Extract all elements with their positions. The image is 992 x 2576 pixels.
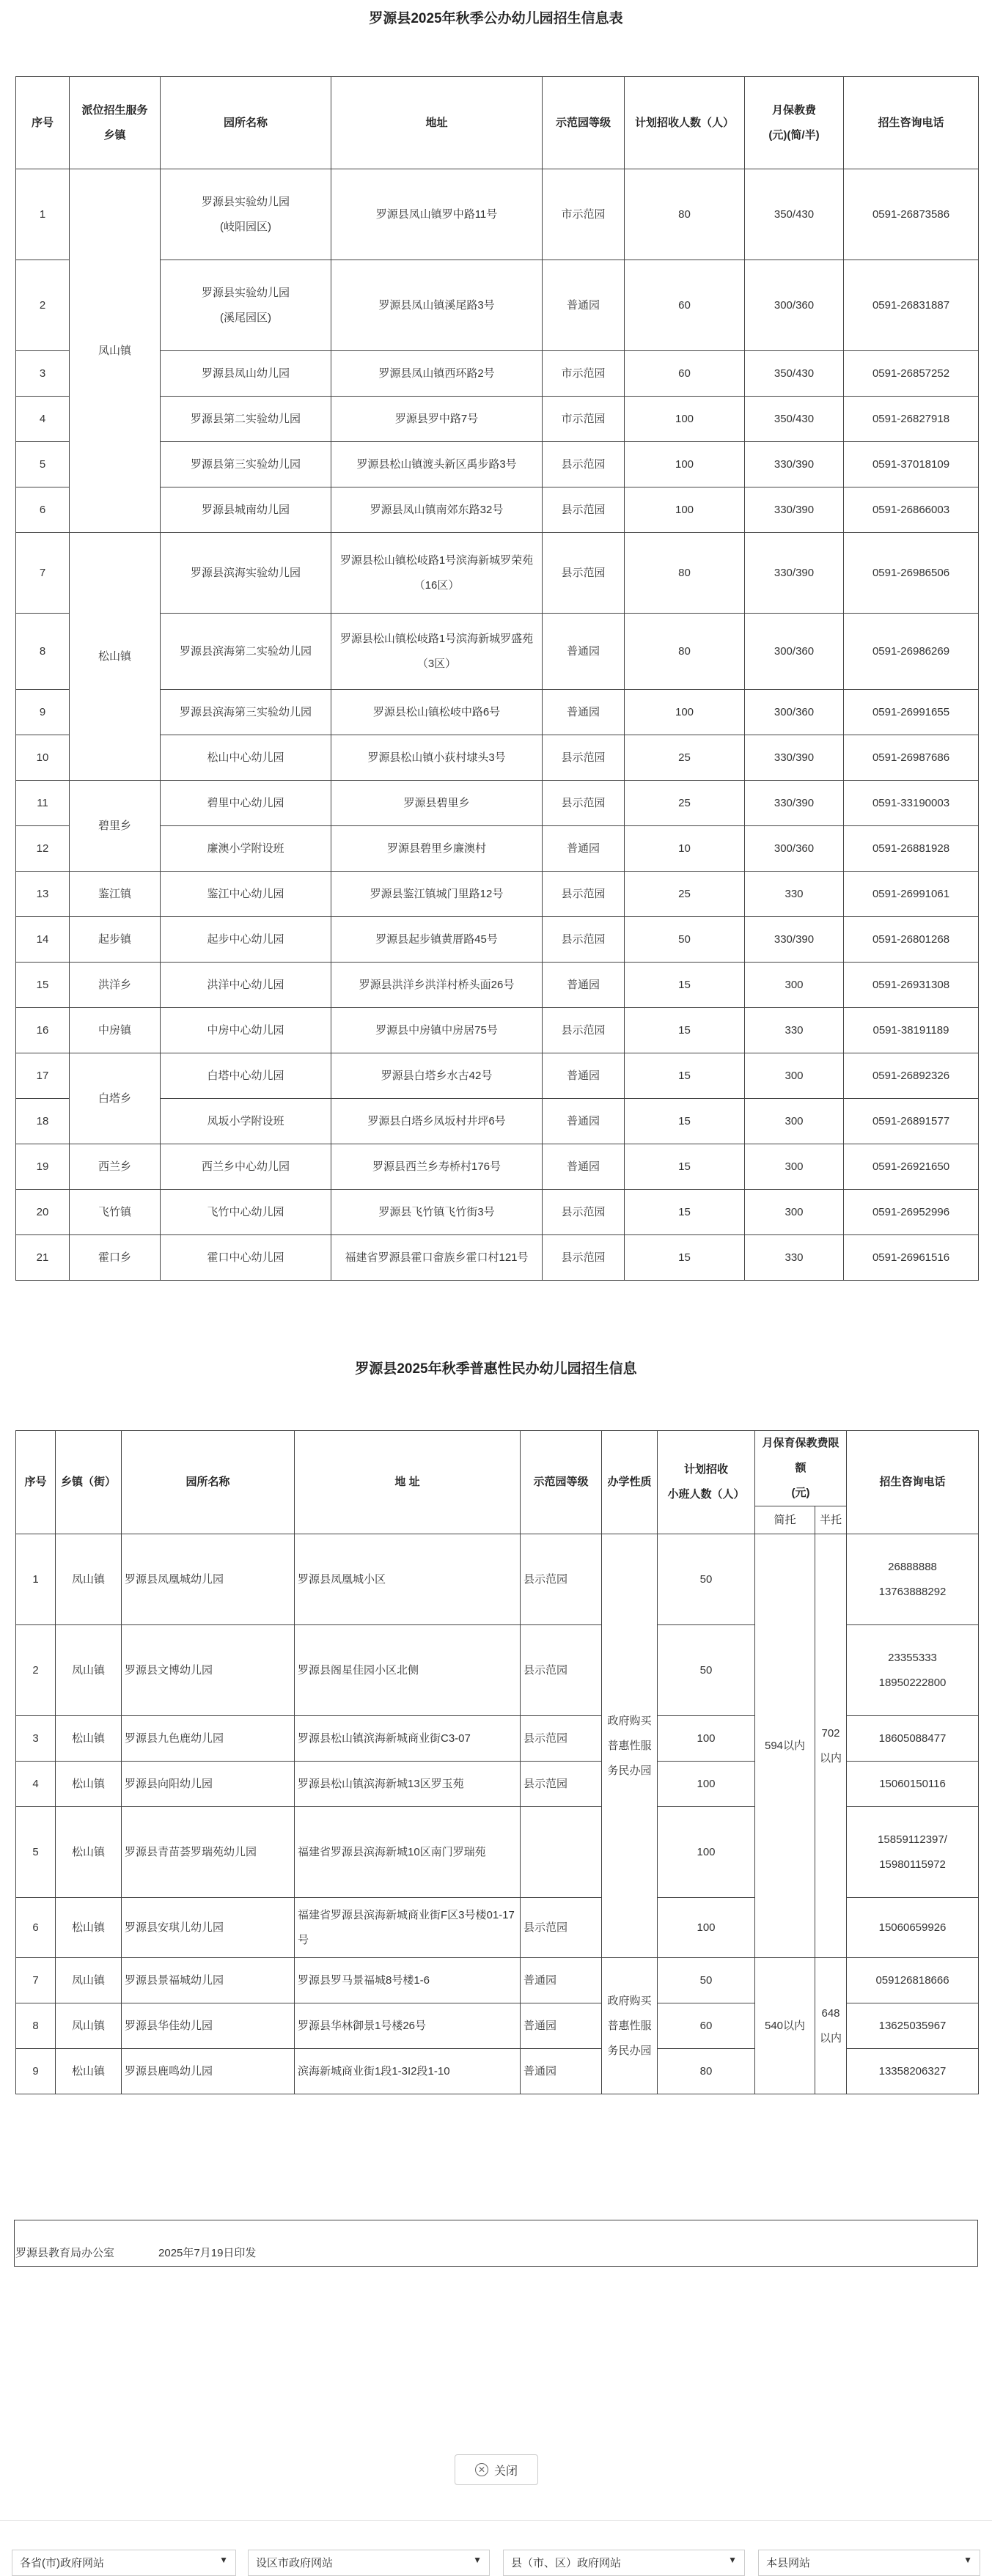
fee-cell: 300/360	[745, 826, 844, 872]
table-row	[16, 533, 979, 614]
chevron-down-icon: ▼	[728, 2555, 737, 2565]
fee-cell: 330	[745, 1235, 844, 1281]
chevron-down-icon: ▼	[473, 2555, 482, 2565]
area-cell: 凤山镇	[70, 169, 161, 533]
select-label: 各省(市)政府网站	[20, 2557, 104, 2569]
seq-cell: 5	[16, 1807, 56, 1898]
name-cell: 中房中心幼儿园	[161, 1008, 331, 1053]
address-cell: 福建省罗源县滨海新城商业街F区3号楼01-17号	[295, 1898, 521, 1958]
name-cell: 罗源县鹿鸣幼儿园	[122, 2049, 295, 2094]
plan-cell: 80	[658, 2049, 755, 2094]
name-cell: 鉴江中心幼儿园	[161, 872, 331, 917]
level-cell: 县示范园	[521, 1716, 602, 1762]
fee-cell: 330/390	[745, 917, 844, 963]
level-cell: 市示范园	[543, 351, 625, 397]
phone-cell: 26888888 13763888292	[847, 1534, 979, 1625]
public-kindergarten-table	[15, 76, 979, 1281]
name-cell: 罗源县景福城幼儿园	[122, 1958, 295, 2003]
phone-cell: 0591-26831887	[844, 260, 979, 351]
town-cell: 松山镇	[56, 2049, 122, 2094]
area-cell: 起步镇	[70, 917, 161, 963]
site-links-bar	[0, 2544, 992, 2569]
table-row	[16, 963, 979, 1008]
phone-cell: 15060150116	[847, 1762, 979, 1807]
header-plan: 计划招收 小班人数（人）	[658, 1431, 755, 1534]
header-plan: 计划招收人数（人）	[625, 77, 745, 169]
phone-cell: 0591-38191189	[844, 1008, 979, 1053]
private-kindergarten-table	[15, 1430, 979, 2094]
plan-cell: 25	[625, 781, 745, 826]
plan-cell: 15	[625, 1008, 745, 1053]
level-cell: 普通园	[543, 963, 625, 1008]
seq-cell: 16	[16, 1008, 70, 1053]
seq-cell: 13	[16, 872, 70, 917]
level-cell: 县示范园	[521, 1898, 602, 1958]
name-cell: 凤坂小学附设班	[161, 1099, 331, 1144]
fee-cell: 330/390	[745, 487, 844, 533]
fee-full-cell: 540以内	[755, 1958, 815, 2094]
header-nature: 办学性质	[602, 1431, 658, 1534]
name-cell: 罗源县滨海实验幼儿园	[161, 533, 331, 614]
name-cell: 罗源县向阳幼儿园	[122, 1762, 295, 1807]
select-label: 设区市政府网站	[256, 2557, 334, 2569]
footer-text	[15, 2245, 300, 2260]
address-cell: 福建省罗源县霍口畲族乡霍口村121号	[331, 1235, 543, 1281]
area-cell: 飞竹镇	[70, 1190, 161, 1235]
fee-cell: 300/360	[745, 614, 844, 690]
table-row	[16, 1144, 979, 1190]
plan-cell: 60	[658, 2003, 755, 2049]
level-cell: 普通园	[543, 1099, 625, 1144]
header-seq: 序号	[16, 77, 70, 169]
town-cell: 松山镇	[56, 1898, 122, 1958]
name-cell: 廉澳小学附设班	[161, 826, 331, 872]
table-row	[16, 442, 979, 487]
table-row	[16, 1534, 979, 1625]
plan-cell: 100	[625, 690, 745, 735]
address-cell: 罗源县松山镇小荻村埭头3号	[331, 735, 543, 781]
seq-cell: 12	[16, 826, 70, 872]
table-row	[16, 614, 979, 690]
name-cell: 起步中心幼儿园	[161, 917, 331, 963]
address-cell: 罗源县白塔乡水古42号	[331, 1053, 543, 1099]
fee-cell: 330/390	[745, 735, 844, 781]
seq-cell: 8	[16, 2003, 56, 2049]
address-cell: 罗源县松山镇松岐中路6号	[331, 690, 543, 735]
seq-cell: 14	[16, 917, 70, 963]
header-fee-half: 半托	[815, 1506, 847, 1534]
header-name: 园所名称	[161, 77, 331, 169]
header-level: 示范园等级	[543, 77, 625, 169]
name-cell: 罗源县九色鹿幼儿园	[122, 1716, 295, 1762]
address-cell: 罗源县松山镇滨海新城13区罗玉苑	[295, 1762, 521, 1807]
level-cell: 县示范园	[543, 442, 625, 487]
table-row	[16, 1190, 979, 1235]
level-cell: 县示范园	[543, 487, 625, 533]
seq-cell: 5	[16, 442, 70, 487]
phone-cell: 0591-26891577	[844, 1099, 979, 1144]
plan-cell: 100	[658, 1807, 755, 1898]
seq-cell: 2	[16, 1625, 56, 1716]
plan-cell: 25	[625, 872, 745, 917]
seq-cell: 4	[16, 1762, 56, 1807]
address-cell: 罗源县松山镇松岐路1号滨海新城罗荣苑（16区）	[331, 533, 543, 614]
name-cell: 碧里中心幼儿园	[161, 781, 331, 826]
name-cell: 罗源县实验幼儿园 (溪尾园区)	[161, 260, 331, 351]
address-cell: 罗源县中房镇中房居75号	[331, 1008, 543, 1053]
plan-cell: 80	[625, 169, 745, 260]
divider	[0, 2520, 992, 2521]
plan-cell: 15	[625, 1144, 745, 1190]
table-row	[16, 487, 979, 533]
seq-cell: 11	[16, 781, 70, 826]
plan-cell: 100	[625, 397, 745, 442]
seq-cell: 3	[16, 1716, 56, 1762]
level-cell: 普通园	[543, 1144, 625, 1190]
level-cell: 普通园	[543, 1053, 625, 1099]
seq-cell: 3	[16, 351, 70, 397]
close-button[interactable]	[455, 2454, 538, 2485]
header-phone: 招生咨询电话	[844, 77, 979, 169]
town-cell: 凤山镇	[56, 1958, 122, 2003]
nature-cell: 政府购买 普惠性服 务民办园	[602, 1958, 658, 2094]
seq-cell: 15	[16, 963, 70, 1008]
table-row	[16, 872, 979, 917]
name-cell: 罗源县华佳幼儿园	[122, 2003, 295, 2049]
address-cell: 罗源县松山镇松岐路1号滨海新城罗盛苑（3区）	[331, 614, 543, 690]
address-cell: 罗源县凤山镇溪尾路3号	[331, 260, 543, 351]
phone-cell: 059126818666	[847, 1958, 979, 2003]
level-cell: 县示范园	[543, 533, 625, 614]
name-cell: 罗源县安琪儿幼儿园	[122, 1898, 295, 1958]
address-cell: 罗源县起步镇黄厝路45号	[331, 917, 543, 963]
address-cell: 福建省罗源县滨海新城10区南门罗瑞苑	[295, 1807, 521, 1898]
plan-cell: 15	[625, 1099, 745, 1144]
seq-cell: 20	[16, 1190, 70, 1235]
address-cell: 滨海新城商业街1段1-3I2段1-10	[295, 2049, 521, 2094]
table-row	[16, 735, 979, 781]
seq-cell: 9	[16, 690, 70, 735]
seq-cell: 21	[16, 1235, 70, 1281]
seq-cell: 10	[16, 735, 70, 781]
phone-cell: 13358206327	[847, 2049, 979, 2094]
area-cell: 碧里乡	[70, 781, 161, 872]
nature-cell: 政府购买 普惠性服 务民办园	[602, 1534, 658, 1958]
select-label: 县（市、区）政府网站	[511, 2557, 622, 2569]
town-cell: 松山镇	[56, 1807, 122, 1898]
table-row	[16, 1053, 979, 1099]
address-cell: 罗源县凤凰城小区	[295, 1534, 521, 1625]
table-row	[16, 781, 979, 826]
town-cell: 凤山镇	[56, 2003, 122, 2049]
header-name: 园所名称	[122, 1431, 295, 1534]
plan-cell: 100	[625, 487, 745, 533]
header-area: 派位招生服务 乡镇	[70, 77, 161, 169]
county-sites-select[interactable]	[503, 2550, 745, 2576]
table-row	[16, 351, 979, 397]
fee-cell: 300/360	[745, 260, 844, 351]
level-cell: 市示范园	[543, 169, 625, 260]
plan-cell: 60	[625, 351, 745, 397]
plan-cell: 50	[658, 1625, 755, 1716]
town-cell: 凤山镇	[56, 1625, 122, 1716]
phone-cell: 0591-26986506	[844, 533, 979, 614]
phone-cell: 0591-26921650	[844, 1144, 979, 1190]
seq-cell: 1	[16, 1534, 56, 1625]
level-cell: 县示范园	[521, 1625, 602, 1716]
close-icon: ✕	[475, 2463, 488, 2476]
fee-cell: 300	[745, 1144, 844, 1190]
area-cell: 中房镇	[70, 1008, 161, 1053]
footer-date: 2025年7月19日印发	[158, 2247, 257, 2259]
fee-cell: 330/390	[745, 533, 844, 614]
level-cell: 县示范园	[543, 872, 625, 917]
level-cell: 县示范园	[521, 1534, 602, 1625]
header-fee: 月保育保教费限额 (元)	[755, 1431, 847, 1506]
fee-cell: 330	[745, 872, 844, 917]
name-cell: 西兰乡中心幼儿园	[161, 1144, 331, 1190]
level-cell: 县示范园	[543, 1008, 625, 1053]
table-row	[16, 1958, 979, 2003]
level-cell: 县示范园	[543, 735, 625, 781]
header-address: 地 址	[295, 1431, 521, 1534]
private-table-title: 罗源县2025年秋季普惠性民办幼儿园招生信息	[355, 1361, 637, 1377]
address-cell: 罗源县洪洋乡洪洋村桥头面26号	[331, 963, 543, 1008]
plan-cell: 15	[625, 963, 745, 1008]
header-address: 地址	[331, 77, 543, 169]
name-cell: 松山中心幼儿园	[161, 735, 331, 781]
address-cell: 罗源县松山镇渡头新区禹步路3号	[331, 442, 543, 487]
name-cell: 罗源县凤山幼儿园	[161, 351, 331, 397]
name-cell: 罗源县青苗荟罗瑞苑幼儿园	[122, 1807, 295, 1898]
table-row	[16, 169, 979, 260]
plan-cell: 50	[625, 917, 745, 963]
area-cell: 松山镇	[70, 533, 161, 781]
phone-cell: 0591-26987686	[844, 735, 979, 781]
plan-cell: 15	[625, 1053, 745, 1099]
seq-cell: 7	[16, 533, 70, 614]
table-row	[16, 917, 979, 963]
plan-cell: 100	[658, 1762, 755, 1807]
address-cell: 罗源县西兰乡寿桥村176号	[331, 1144, 543, 1190]
level-cell: 市示范园	[543, 397, 625, 442]
seq-cell: 6	[16, 487, 70, 533]
seq-cell: 9	[16, 2049, 56, 2094]
name-cell: 罗源县文博幼儿园	[122, 1625, 295, 1716]
header-level: 示范园等级	[521, 1431, 602, 1534]
level-cell: 县示范园	[543, 917, 625, 963]
phone-cell: 15060659926	[847, 1898, 979, 1958]
province-sites-select[interactable]	[12, 2550, 236, 2576]
plan-cell: 10	[625, 826, 745, 872]
level-cell: 普通园	[543, 826, 625, 872]
phone-cell: 0591-26991655	[844, 690, 979, 735]
table-row	[16, 1008, 979, 1053]
level-cell: 县示范园	[543, 1190, 625, 1235]
address-cell: 罗源县凤山镇南郊东路32号	[331, 487, 543, 533]
name-cell: 飞竹中心幼儿园	[161, 1190, 331, 1235]
address-cell: 罗源县白塔乡凤坂村井坪6号	[331, 1099, 543, 1144]
table-row	[16, 260, 979, 351]
address-cell: 罗源县罗中路7号	[331, 397, 543, 442]
name-cell: 罗源县城南幼儿园	[161, 487, 331, 533]
fee-cell: 330/390	[745, 442, 844, 487]
header-fee: 月保教费 (元)(简/半)	[745, 77, 844, 169]
plan-cell: 100	[625, 442, 745, 487]
name-cell: 霍口中心幼儿园	[161, 1235, 331, 1281]
phone-cell: 0591-26931308	[844, 963, 979, 1008]
chevron-down-icon: ▼	[963, 2555, 972, 2565]
name-cell: 白塔中心幼儿园	[161, 1053, 331, 1099]
fee-cell: 300/360	[745, 690, 844, 735]
header-seq: 序号	[16, 1431, 56, 1534]
plan-cell: 80	[625, 533, 745, 614]
address-cell: 罗源县碧里乡廉澳村	[331, 826, 543, 872]
plan-cell: 25	[625, 735, 745, 781]
table-row	[16, 1235, 979, 1281]
address-cell: 罗源县碧里乡	[331, 781, 543, 826]
fee-cell: 300	[745, 1053, 844, 1099]
level-cell: 县示范园	[543, 781, 625, 826]
phone-cell: 0591-37018109	[844, 442, 979, 487]
table-row	[16, 397, 979, 442]
town-cell: 松山镇	[56, 1762, 122, 1807]
plan-cell: 15	[625, 1190, 745, 1235]
seq-cell: 4	[16, 397, 70, 442]
seq-cell: 18	[16, 1099, 70, 1144]
plan-cell: 100	[658, 1898, 755, 1958]
plan-cell: 60	[625, 260, 745, 351]
name-cell: 罗源县滨海第二实验幼儿园	[161, 614, 331, 690]
plan-cell: 50	[658, 1958, 755, 2003]
name-cell: 罗源县凤凰城幼儿园	[122, 1534, 295, 1625]
name-cell: 罗源县第三实验幼儿园	[161, 442, 331, 487]
seq-cell: 1	[16, 169, 70, 260]
address-cell: 罗源县华林御景1号楼26号	[295, 2003, 521, 2049]
name-cell: 罗源县实验幼儿园 (岐阳园区)	[161, 169, 331, 260]
table-row	[16, 690, 979, 735]
phone-cell: 18605088477	[847, 1716, 979, 1762]
plan-cell: 80	[625, 614, 745, 690]
level-cell	[521, 1807, 602, 1898]
level-cell: 普通园	[521, 1958, 602, 2003]
select-label: 本县网站	[766, 2557, 811, 2569]
phone-cell: 23355333 18950222800	[847, 1625, 979, 1716]
seq-cell: 6	[16, 1898, 56, 1958]
table-row	[16, 826, 979, 872]
city-sites-select[interactable]	[248, 2550, 490, 2576]
fee-half-cell: 702以内	[815, 1534, 847, 1958]
footer-office: 罗源县教育局办公室	[15, 2247, 115, 2259]
phone-cell: 0591-26952996	[844, 1190, 979, 1235]
plan-cell: 50	[658, 1534, 755, 1625]
area-cell: 霍口乡	[70, 1235, 161, 1281]
fee-cell: 350/430	[745, 169, 844, 260]
plan-cell: 100	[658, 1716, 755, 1762]
header-town: 乡镇（街）	[56, 1431, 122, 1534]
level-cell: 普通园	[543, 260, 625, 351]
phone-cell: 0591-26961516	[844, 1235, 979, 1281]
area-cell: 鉴江镇	[70, 872, 161, 917]
fee-cell: 350/430	[745, 351, 844, 397]
fee-half-cell: 648以内	[815, 1958, 847, 2094]
area-cell: 白塔乡	[70, 1053, 161, 1144]
town-cell: 松山镇	[56, 1716, 122, 1762]
phone-cell: 0591-26857252	[844, 351, 979, 397]
public-table-title: 罗源县2025年秋季公办幼儿园招生信息表	[369, 11, 623, 26]
level-cell: 县示范园	[543, 1235, 625, 1281]
fee-cell: 300	[745, 963, 844, 1008]
fee-cell: 350/430	[745, 397, 844, 442]
town-cell: 凤山镇	[56, 1534, 122, 1625]
level-cell: 普通园	[521, 2003, 602, 2049]
address-cell: 罗源县罗马景福城8号楼1-6	[295, 1958, 521, 2003]
header-fee-full: 简托	[755, 1506, 815, 1534]
seq-cell: 17	[16, 1053, 70, 1099]
area-cell: 洪洋乡	[70, 963, 161, 1008]
fee-full-cell: 594以内	[755, 1534, 815, 1958]
address-cell: 罗源县阁星佳园小区北侧	[295, 1625, 521, 1716]
address-cell: 罗源县凤山镇西环路2号	[331, 351, 543, 397]
phone-cell: 0591-26892326	[844, 1053, 979, 1099]
table-row	[16, 1099, 979, 1144]
plan-cell: 15	[625, 1235, 745, 1281]
fee-cell: 300	[745, 1190, 844, 1235]
address-cell: 罗源县飞竹镇飞竹街3号	[331, 1190, 543, 1235]
phone-cell: 0591-26866003	[844, 487, 979, 533]
seq-cell: 7	[16, 1958, 56, 2003]
phone-cell: 0591-26881928	[844, 826, 979, 872]
phone-cell: 0591-26827918	[844, 397, 979, 442]
name-cell: 罗源县滨海第三实验幼儿园	[161, 690, 331, 735]
header-phone: 招生咨询电话	[847, 1431, 979, 1534]
seq-cell: 19	[16, 1144, 70, 1190]
address-cell: 罗源县凤山镇罗中路11号	[331, 169, 543, 260]
area-cell: 西兰乡	[70, 1144, 161, 1190]
fee-cell: 330	[745, 1008, 844, 1053]
level-cell: 县示范园	[521, 1762, 602, 1807]
address-cell: 罗源县鉴江镇城门里路12号	[331, 872, 543, 917]
level-cell: 普通园	[521, 2049, 602, 2094]
level-cell: 普通园	[543, 690, 625, 735]
phone-cell: 13625035967	[847, 2003, 979, 2049]
name-cell: 罗源县第二实验幼儿园	[161, 397, 331, 442]
phone-cell: 0591-33190003	[844, 781, 979, 826]
phone-cell: 15859112397/ 15980115972	[847, 1807, 979, 1898]
local-sites-select[interactable]	[758, 2550, 980, 2576]
name-cell: 洪洋中心幼儿园	[161, 963, 331, 1008]
address-cell: 罗源县松山镇滨海新城商业街C3-07	[295, 1716, 521, 1762]
phone-cell: 0591-26986269	[844, 614, 979, 690]
close-label: 关闭	[493, 2465, 518, 2478]
fee-cell: 300	[745, 1099, 844, 1144]
seq-cell: 8	[16, 614, 70, 690]
fee-cell: 330/390	[745, 781, 844, 826]
chevron-down-icon: ▼	[219, 2555, 228, 2565]
seq-cell: 2	[16, 260, 70, 351]
phone-cell: 0591-26873586	[844, 169, 979, 260]
phone-cell: 0591-26801268	[844, 917, 979, 963]
phone-cell: 0591-26991061	[844, 872, 979, 917]
level-cell: 普通园	[543, 614, 625, 690]
